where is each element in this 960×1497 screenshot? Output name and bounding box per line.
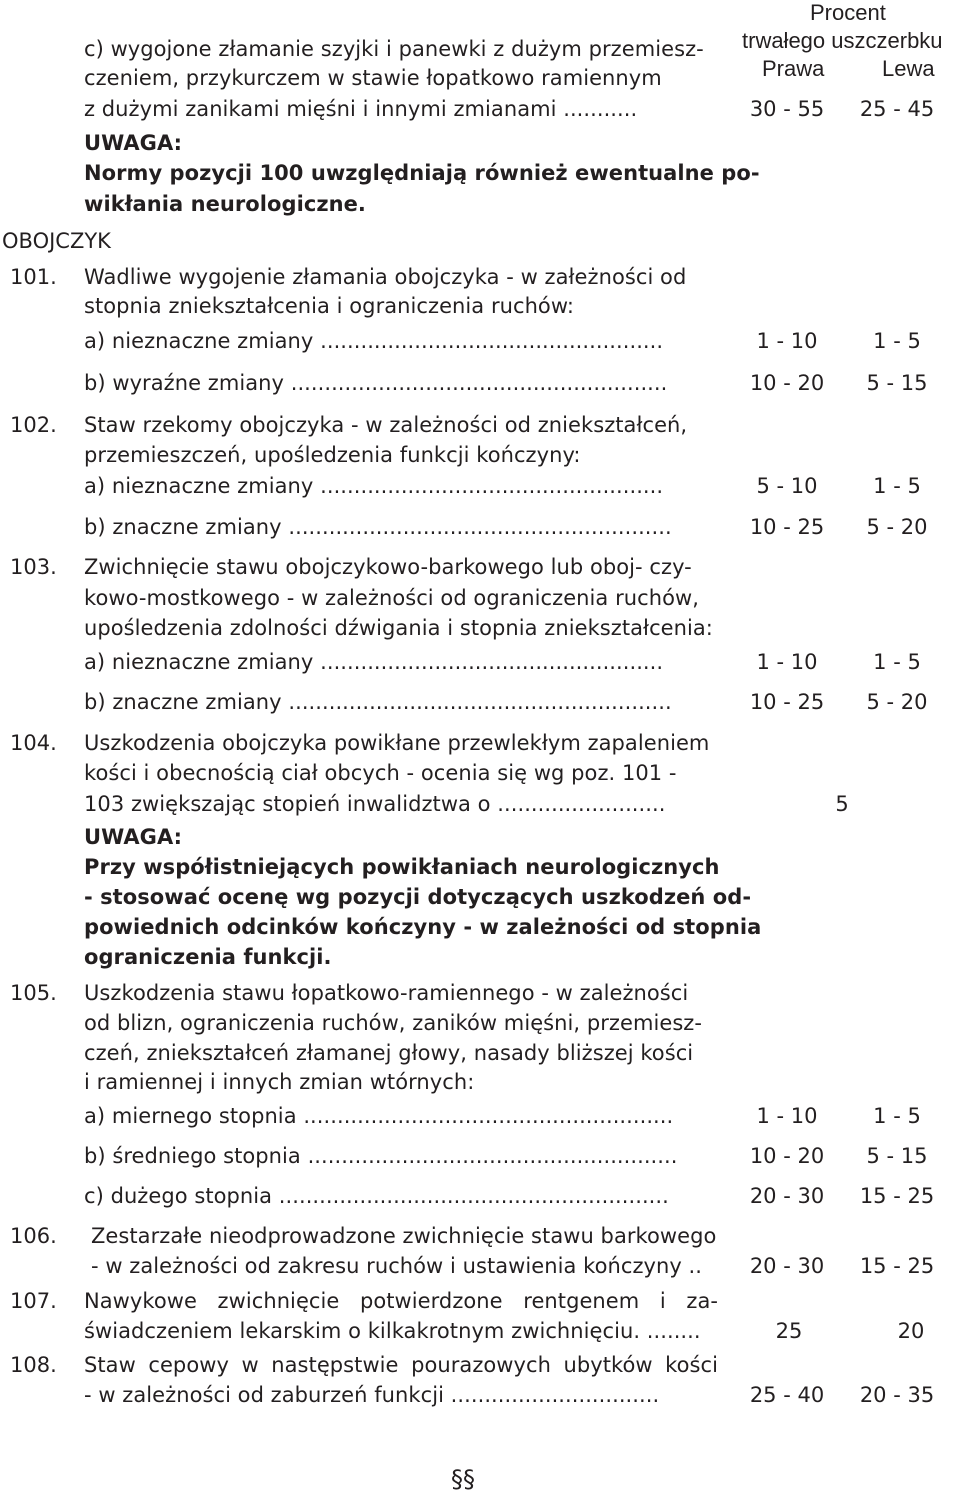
value-right: 20 - 30 [749,1254,825,1278]
sub-item: a) nieznaczne zmiany ................................................... [84,474,664,498]
item-text: Staw rzekomy obojczyka - w zależności od zniekształceń, [84,413,688,437]
value-left: 1 - 5 [873,1104,921,1128]
value-left: 20 - 35 [859,1383,935,1407]
item-text: Zwichnięcie stawu obojczykowo-barkowego lub oboj- czy- [84,555,692,579]
note-line: ograniczenia funkcji. [84,945,332,969]
header-right: Prawa [762,56,825,81]
value-right: 20 - 30 [749,1184,825,1208]
item-text: kowo-mostkowego - w zależności od ograniczenia ruchów, [84,586,699,610]
item-number: 104. [10,731,57,755]
value-left: 1 - 5 [873,650,921,674]
value-right: 1 - 10 [756,650,818,674]
value-right: 25 - 40 [749,1383,825,1407]
item-number: 105. [10,981,57,1005]
value-right: 10 - 25 [749,690,825,714]
item-number: 108. [10,1353,57,1377]
value-right: 10 - 20 [749,1144,825,1168]
value-left: 25 - 45 [859,97,935,121]
sub-item: a) miernego stopnia ....................................................... [84,1104,674,1128]
item-text: stopnia zniekształcenia i ograniczenia ruchów: [84,294,575,318]
value-left: 5 - 15 [866,1144,928,1168]
value-center: 5 [835,792,849,816]
note-line: powiednich odcinków kończyny - w zależności od stopnia [84,915,762,939]
sub-item: c) dużego stopnia .......................................................... [84,1184,669,1208]
item-text: Zestarzałe nieodprowadzone zwichnięcie stawu barkowego [91,1224,717,1248]
item-text: upośledzenia zdolności dźwigania i stopnia zniekształcenia: [84,616,713,640]
item-text: Uszkodzenia obojczyka powikłane przewlekłym zapaleniem [84,731,710,755]
item-text: i ramiennej i innych zmian wtórnych: [84,1070,475,1094]
value-left: 1 - 5 [873,474,921,498]
item-number: 102. [10,413,57,437]
value-right: 10 - 25 [749,515,825,539]
sub-item: b) znaczne zmiany ......................................................... [84,515,672,539]
item-text: Nawykowe zwichnięcie potwierdzone rentgenem i za- [84,1289,718,1313]
item-number: 107. [10,1289,57,1313]
item-text: 103 zwiększając stopień inwalidztwa o ......................... [84,792,666,816]
item-c-line: z dużymi zanikami mięśni i innymi zmianami ........... [84,97,638,121]
note-line: Przy współistniejących powikłaniach neurologicznych [84,855,720,879]
header-subtitle: trwałego uszczerbku [742,28,943,53]
value-left: 5 - 15 [866,371,928,395]
note-title: UWAGA: [84,825,183,849]
value-right: 1 - 10 [756,329,818,353]
value-left: 5 - 20 [866,515,928,539]
value-right: 10 - 20 [749,371,825,395]
item-text: przemieszczeń, upośledzenia funkcji kończyny: [84,443,581,467]
item-text: kości i obecnością ciał obcych - ocenia się wg poz. 101 - [84,761,677,785]
item-text: świadczeniem lekarskim o kilkakrotnym zwichnięciu. ........ [84,1319,701,1343]
item-text: - w zależności od zaburzeń funkcji ............................... [84,1383,660,1407]
sub-item: b) znaczne zmiany ......................................................... [84,690,672,714]
item-number: 103. [10,555,57,579]
sub-item: b) średniego stopnia ....................................................... [84,1144,678,1168]
value-left: 15 - 25 [859,1184,935,1208]
value-left: 15 - 25 [859,1254,935,1278]
section-symbol: §§ [451,1465,475,1493]
value-right: 30 - 55 [749,97,825,121]
section-heading: OBOJCZYK [2,229,111,253]
item-text: od blizn, ograniczenia ruchów, zaników mięśni, przemiesz- [84,1011,703,1035]
note-line: Normy pozycji 100 uwzględniają również ewentualne po- [84,161,760,185]
value-left: 20 [897,1319,925,1343]
value-right: 25 [775,1319,803,1343]
header-left: Lewa [882,56,935,81]
value-left: 5 - 20 [866,690,928,714]
note-line: - stosować ocenę wg pozycji dotyczących uszkodzeń od- [84,885,752,909]
item-text: - w zależności od zakresu ruchów i ustawienia kończyny .. [91,1254,703,1278]
sub-item: a) nieznaczne zmiany ................................................... [84,650,664,674]
value-left: 1 - 5 [873,329,921,353]
sub-item: b) wyraźne zmiany ........................................................ [84,371,668,395]
item-number: 101. [10,265,57,289]
item-c-line: czeniem, przykurczem w stawie łopatkowo ramiennym [84,66,662,90]
item-c-line: c) wygojone złamanie szyjki i panewki z dużym przemiesz- [84,37,704,61]
value-right: 5 - 10 [756,474,818,498]
note-line: wikłania neurologiczne. [84,192,366,216]
item-text: czeń, zniekształceń złamanej głowy, nasady bliższej kości [84,1041,694,1065]
item-text: Wadliwe wygojenie złamania obojczyka - w załeżności od [84,265,687,289]
note-title: UWAGA: [84,131,183,155]
item-text: Staw cepowy w następstwie pourazowych ubytków kości [84,1353,718,1377]
sub-item: a) nieznaczne zmiany ................................................... [84,329,664,353]
item-text: Uszkodzenia stawu łopatkowo-ramiennego - w zależności [84,981,689,1005]
header-percent: Procent [810,0,886,25]
item-number: 106. [10,1224,57,1248]
value-right: 1 - 10 [756,1104,818,1128]
